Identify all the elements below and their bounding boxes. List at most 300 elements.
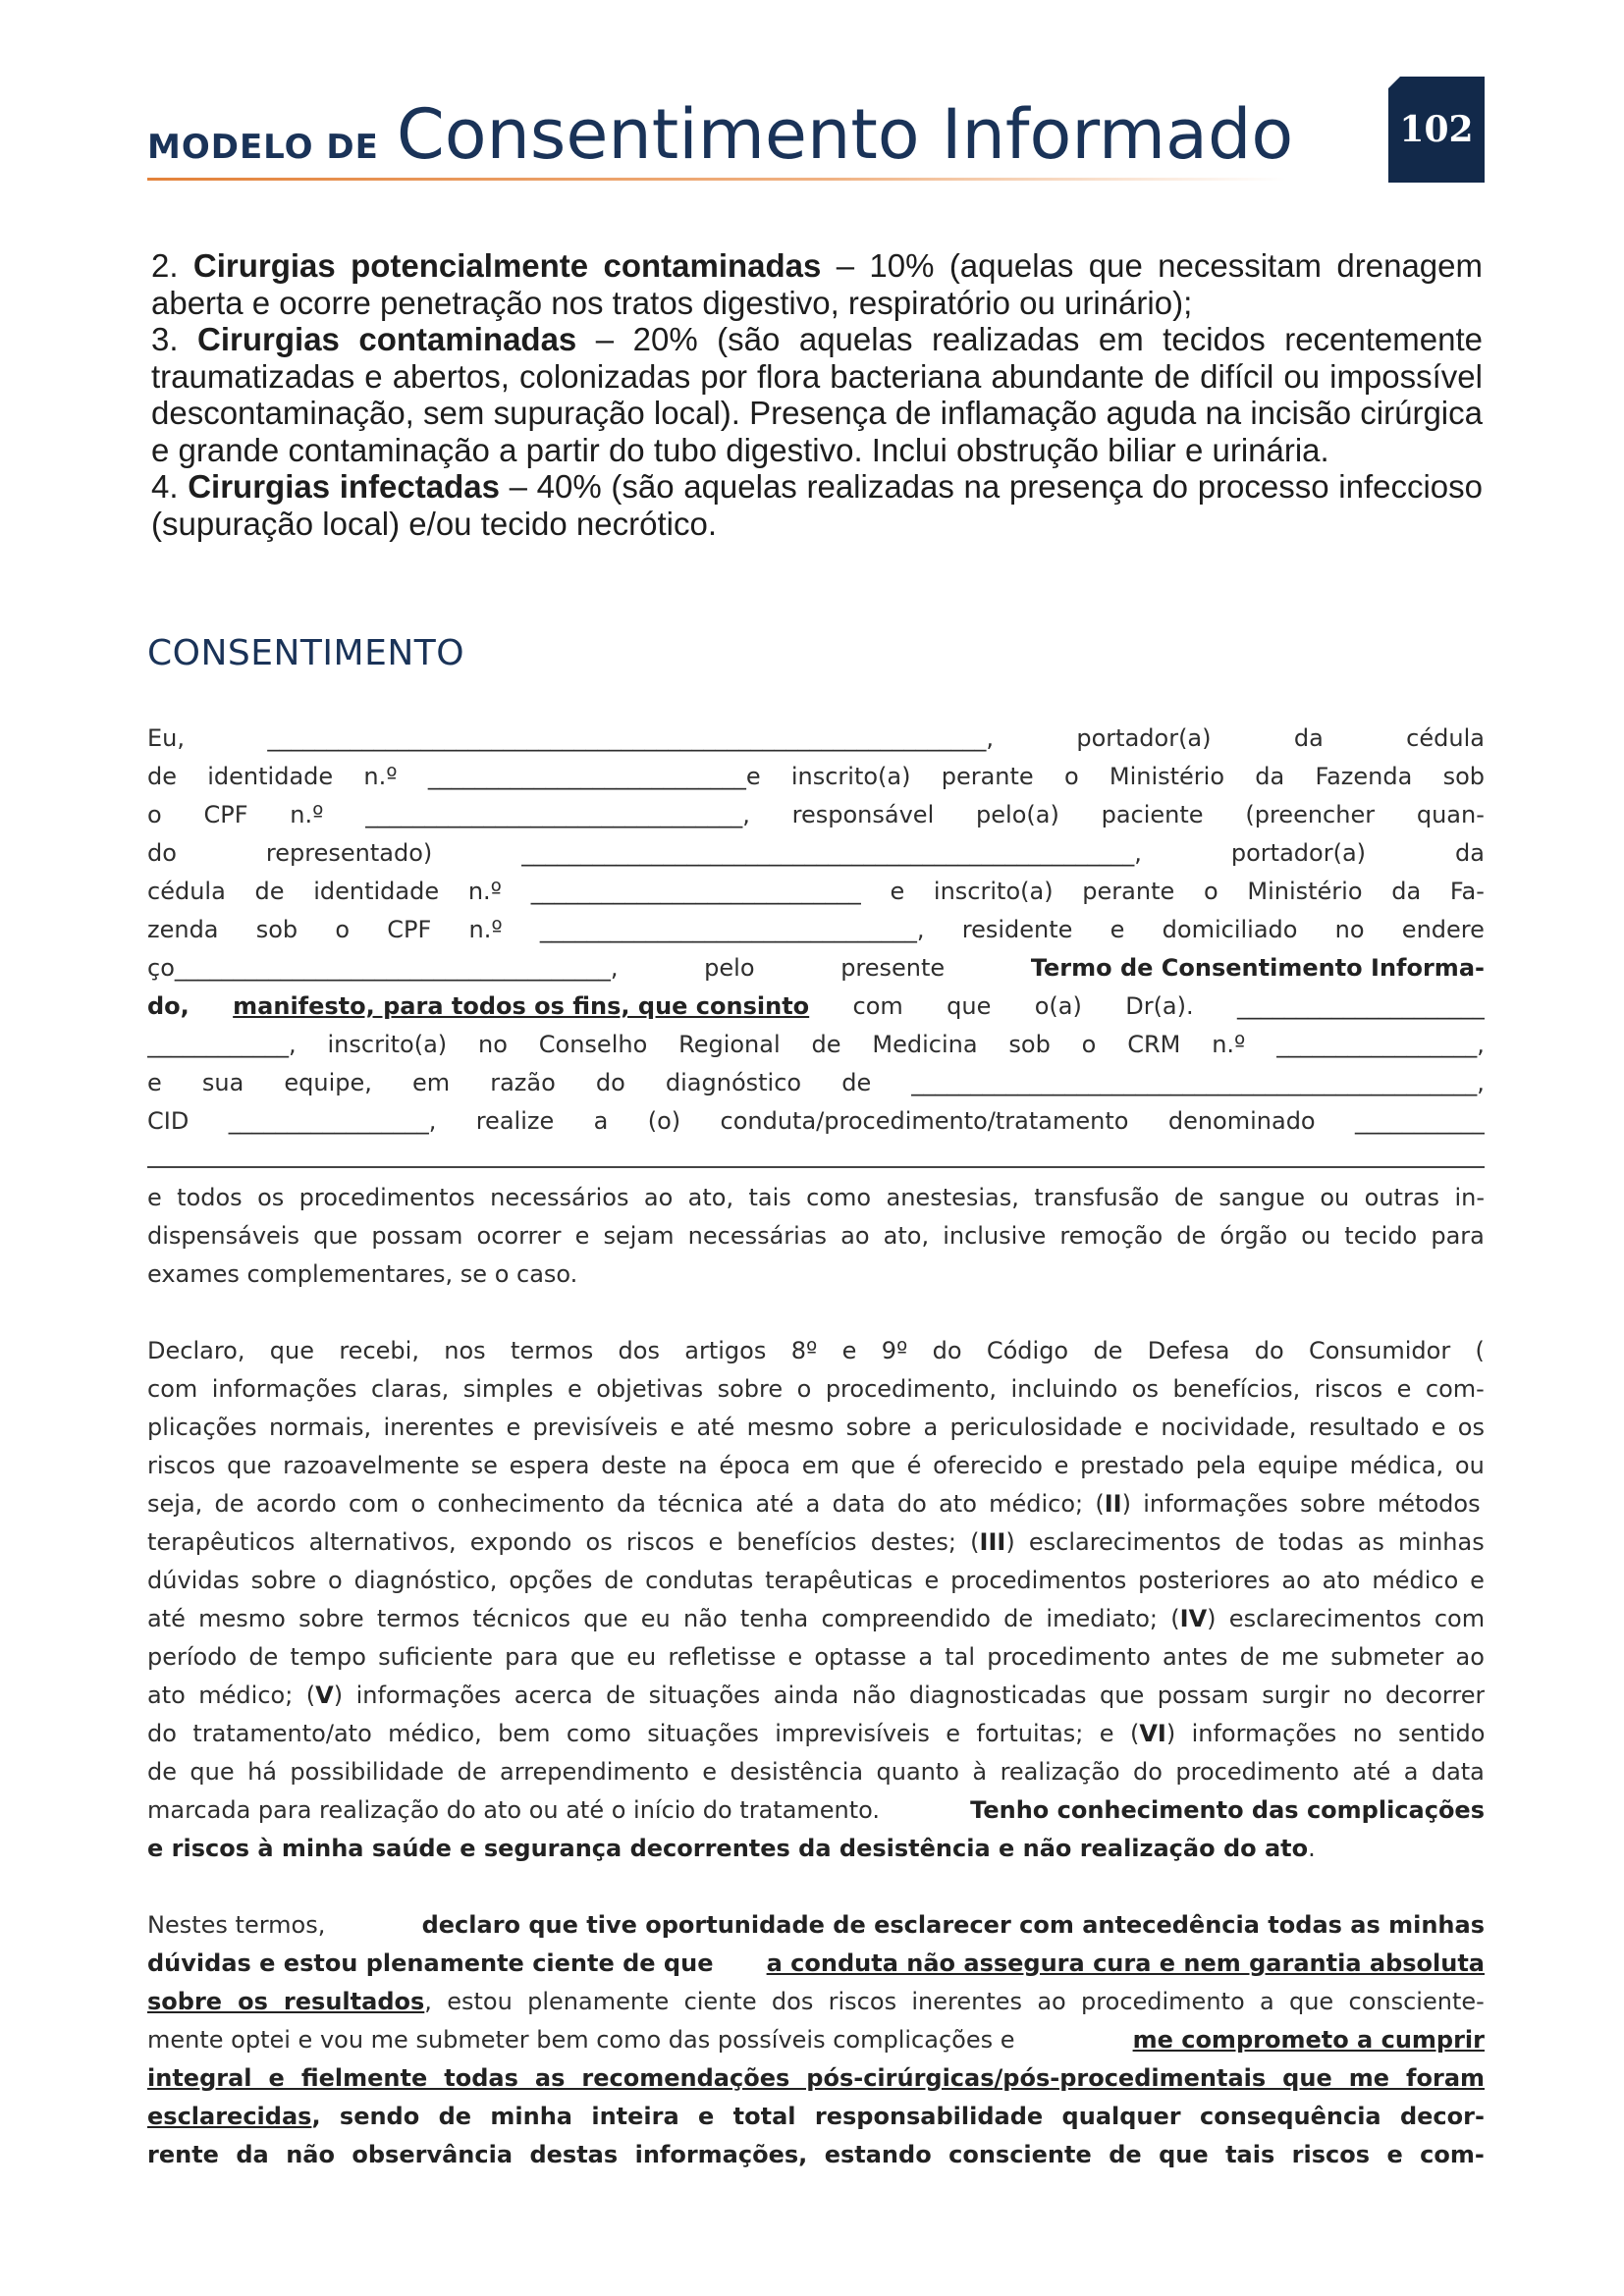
text-run: Nestes termos,	[147, 1911, 326, 1939]
word: posteriores	[1138, 1567, 1271, 1594]
word: inclusive	[943, 1222, 1047, 1250]
word: ou	[1454, 1452, 1485, 1479]
word: antes	[1162, 1643, 1228, 1671]
word: responsável	[791, 801, 935, 828]
word: prestado	[1080, 1452, 1185, 1479]
text-line	[147, 1409, 1485, 1447]
word: CRM	[1127, 1031, 1181, 1058]
word: com-	[1425, 1375, 1485, 1403]
text-run: mente optei e vou me submeter bem como das possíveis complicações e	[147, 2026, 1015, 2054]
word: Código	[986, 1337, 1069, 1364]
roman-numeral: III	[979, 1528, 1006, 1556]
word: o	[328, 1567, 343, 1594]
item-number: 4.	[151, 468, 179, 505]
word: dispensáveis	[147, 1222, 299, 1250]
bold-underlined-text: me comprometo a cumprir	[1132, 2026, 1485, 2054]
word: período	[147, 1643, 238, 1671]
word: de	[1176, 1222, 1207, 1250]
word: e	[567, 1375, 582, 1403]
word: e	[890, 878, 905, 905]
word: claras,	[370, 1375, 450, 1403]
text-line	[147, 1447, 1485, 1485]
bold-underlined-text: integral e fielmente todas as recomendações pós-cirúrgicas/pós-procedimentais que me foram	[147, 2064, 1485, 2092]
word: ao	[1455, 1643, 1485, 1671]
word: e	[147, 1184, 162, 1211]
word: perante	[1082, 878, 1175, 905]
word: residente	[961, 916, 1073, 943]
word: médica,	[1349, 1452, 1444, 1479]
word: dúvidas	[147, 1567, 240, 1594]
word: deste	[601, 1452, 667, 1479]
word: ato,	[883, 1222, 930, 1250]
word: e	[1110, 916, 1125, 943]
text-run: até mesmo sobre termos técnicos que eu não tenha compreendido de imediato; (	[147, 1605, 1180, 1632]
blank-fill-line	[147, 1141, 1485, 1179]
word: inscrito(a)	[933, 878, 1054, 905]
bold-underlined-text: esclarecidas	[147, 2103, 312, 2130]
word: ________________________________,	[365, 801, 750, 828]
word: de	[1093, 1337, 1123, 1364]
word: e	[574, 1222, 590, 1250]
word: e	[1431, 1414, 1446, 1441]
word: transfusão	[1034, 1184, 1160, 1211]
word: de	[147, 1758, 177, 1786]
word: data	[1431, 1758, 1485, 1786]
word: e	[670, 1414, 685, 1441]
page-number-badge: 102	[1388, 77, 1485, 183]
word: _____________________________________________________________,	[267, 724, 995, 752]
form-line	[147, 796, 1485, 834]
word: procedimento	[987, 1643, 1151, 1671]
text-run: marcada para realização do ato ou até o início do tratamento.	[147, 1796, 881, 1824]
bold-text: rente da não observância destas informações, estando consciente de que tais riscos e com-	[147, 2141, 1485, 2168]
form-line	[147, 1026, 1485, 1064]
word: (preencher	[1245, 801, 1376, 828]
word: _____________________	[1237, 992, 1485, 1020]
text-line	[147, 1945, 1485, 1983]
word: ao	[840, 1222, 870, 1250]
word: identidade	[207, 763, 334, 790]
roman-numeral: V	[315, 1682, 334, 1709]
form-line	[147, 988, 1485, 1026]
word: equipe	[1257, 1452, 1338, 1479]
word: Conselho	[538, 1031, 648, 1058]
text-line	[147, 2059, 1485, 2098]
word: de	[604, 1567, 634, 1594]
word: época	[719, 1452, 790, 1479]
word: necessários	[490, 1184, 629, 1211]
word: pelo	[704, 954, 755, 982]
word: n.º	[1212, 1031, 1246, 1058]
word: CPF	[203, 801, 248, 828]
word: do	[1133, 1758, 1163, 1786]
word: riscos	[1314, 1375, 1383, 1403]
word: CID	[147, 1107, 189, 1135]
paragraph-gap	[147, 1868, 1485, 1906]
word: o	[1081, 1031, 1097, 1058]
word: de	[841, 1069, 872, 1096]
text-run: ) esclarecimentos com	[1207, 1605, 1485, 1632]
word: que	[947, 992, 992, 1020]
word: no	[1334, 916, 1365, 943]
word: procedimento	[1175, 1758, 1339, 1786]
word: com	[852, 992, 903, 1020]
text-line	[147, 1753, 1485, 1791]
form-line	[147, 834, 1485, 873]
text-line	[147, 1906, 1485, 1945]
text-run: seja, de acordo com o conhecimento da técnica até a data do ato médico; (	[147, 1490, 1105, 1518]
word: _________________,	[1276, 1031, 1485, 1058]
word: o	[1203, 878, 1218, 905]
word: dos	[618, 1337, 660, 1364]
word: arrependimento	[500, 1758, 689, 1786]
word: oferecido	[933, 1452, 1043, 1479]
word: artigos	[684, 1337, 767, 1364]
word: quanto	[876, 1758, 959, 1786]
roman-numeral: II	[1104, 1490, 1122, 1518]
header-divider	[147, 178, 1286, 181]
consent-body	[147, 720, 1485, 2174]
word: resultado	[1308, 1414, 1420, 1441]
word: o	[796, 1375, 812, 1403]
word: 8º	[790, 1337, 818, 1364]
bold-underlined-text: a conduta não assegura cura e nem garantia absoluta	[766, 1949, 1485, 1977]
text-line	[147, 1562, 1485, 1600]
word: ato	[1322, 1567, 1361, 1594]
word: nos	[444, 1337, 486, 1364]
text-line	[147, 1217, 1485, 1255]
roman-numeral: VI	[1139, 1720, 1166, 1747]
word: desistência	[730, 1758, 864, 1786]
form-line	[147, 949, 1485, 988]
word: possibilidade	[290, 1758, 445, 1786]
word: ço_____________________________________,	[147, 954, 619, 982]
item-text: – 20% (são aquelas realizadas em tecidos recentemente traumatizadas e abertos, colonizadas por flora bacteriana abundante de difícil ou impossível descontaminação, sem supuração local). Presença de inflamação aguda na incisão cirúrgica e grande contaminação a partir do tubo digestivo. Inclui obstrução biliar e urinária.	[151, 321, 1484, 468]
word: sob	[1008, 1031, 1051, 1058]
word: CPF	[387, 916, 432, 943]
word: a	[593, 1107, 609, 1135]
word: ____________________________	[530, 878, 861, 905]
bold-text: e riscos à minha saúde e segurança decorrentes da desistência e não realização do ato	[147, 1835, 1309, 1862]
word: me	[1280, 1643, 1320, 1671]
word: (	[1475, 1337, 1485, 1364]
word: realização	[1000, 1758, 1120, 1786]
word: diagnóstico,	[353, 1567, 498, 1594]
word: sobre	[250, 1567, 317, 1594]
word: periculosidade	[949, 1414, 1122, 1441]
text-run: ) esclarecimentos de todas as minhas	[1005, 1528, 1485, 1556]
word: se	[470, 1452, 498, 1479]
word: termos	[511, 1337, 594, 1364]
text-run	[147, 1485, 1481, 1523]
word: presente	[840, 954, 946, 982]
word: de	[1173, 1184, 1204, 1211]
word: e	[1470, 1567, 1485, 1594]
word: necessárias	[687, 1222, 828, 1250]
document-title	[147, 94, 1293, 175]
text-run: exames complementares, se o caso.	[147, 1260, 578, 1288]
word: incluindo	[1010, 1375, 1118, 1403]
word: os	[1457, 1414, 1485, 1441]
list-item	[151, 468, 1483, 542]
text-run: ) informações sobre métodos	[1121, 1490, 1481, 1518]
word: possam	[371, 1222, 463, 1250]
word: riscos	[147, 1452, 216, 1479]
word: no	[478, 1031, 508, 1058]
word: portador(a)	[1230, 839, 1367, 867]
word: de	[248, 1643, 279, 1671]
bold-text: dúvidas e estou plenamente ciente de que	[147, 1949, 714, 1977]
word: do	[1254, 1337, 1284, 1364]
item-heading: Cirurgias infectadas	[188, 468, 500, 505]
word: que	[227, 1452, 272, 1479]
word: razão	[490, 1069, 556, 1096]
list-item	[151, 321, 1483, 468]
text-run	[147, 2098, 1485, 2136]
text-run	[147, 1600, 1485, 1638]
word: eu	[626, 1643, 657, 1671]
text-line	[147, 1715, 1485, 1753]
word: domiciliado	[1162, 916, 1298, 943]
word: ao	[643, 1184, 674, 1211]
word: em	[411, 1069, 451, 1096]
item-number: 3.	[151, 321, 179, 357]
bold-text: , sendo de minha inteira e total responsabilidade qualquer consequência decor-	[311, 2103, 1485, 2130]
form-line	[147, 758, 1485, 796]
text-run	[147, 1830, 1316, 1868]
word: para	[505, 1643, 559, 1671]
word: razoavelmente	[283, 1452, 460, 1479]
paragraph-gap	[147, 1294, 1485, 1332]
word: ________________________________,	[539, 916, 925, 943]
text-run: ) informações acerca de situações ainda não diagnosticadas que possam surgir no decorrer	[333, 1682, 1485, 1709]
word: objetivas	[596, 1375, 704, 1403]
word: e	[924, 1567, 940, 1594]
word: do	[932, 1337, 962, 1364]
text-run	[147, 1677, 1485, 1715]
word: ou	[1301, 1222, 1331, 1250]
word: plicações	[147, 1414, 257, 1441]
form-line	[147, 911, 1485, 949]
word: sobre	[845, 1414, 912, 1441]
bold-text: do,	[147, 992, 189, 1020]
word: o(a)	[1034, 992, 1082, 1020]
word: que	[313, 1222, 358, 1250]
word: e	[1396, 1375, 1412, 1403]
word: submeter	[1330, 1643, 1444, 1671]
word: sejam	[603, 1222, 675, 1250]
word: ou	[1320, 1184, 1350, 1211]
word: perante	[941, 763, 1034, 790]
text-run: do tratamento/ato médico, bem como situações imprevisíveis e fortuitas; e (	[147, 1720, 1140, 1747]
word: o	[335, 916, 351, 943]
word: ____________________________________________________,	[521, 839, 1142, 867]
word: Defesa	[1147, 1337, 1230, 1364]
word: de	[811, 1031, 841, 1058]
form-line	[147, 1102, 1485, 1141]
word: conduta/procedimento/tratamento	[720, 1107, 1129, 1135]
word: n.º	[363, 763, 398, 790]
word: na	[677, 1452, 708, 1479]
text-run	[147, 1983, 1485, 2021]
word: endere	[1401, 916, 1485, 943]
word: e	[506, 1414, 521, 1441]
word: o	[1063, 763, 1079, 790]
word: realize	[475, 1107, 555, 1135]
word: previsíveis	[532, 1414, 659, 1441]
title-main: Consentimento Informado	[396, 94, 1294, 175]
word: informações	[211, 1375, 357, 1403]
text-line	[147, 1485, 1485, 1523]
word: simples	[462, 1375, 554, 1403]
word: tecido	[1344, 1222, 1418, 1250]
word: n.º	[290, 801, 324, 828]
word: Dr(a).	[1125, 992, 1194, 1020]
text-line	[147, 1600, 1485, 1638]
word: _________________,	[228, 1107, 437, 1135]
word: Fa-	[1449, 878, 1485, 905]
word: até	[1352, 1758, 1391, 1786]
word: de	[147, 763, 177, 790]
word: terapêuticas	[765, 1567, 913, 1594]
title-prefix: MODELO DE	[147, 128, 379, 167]
word: pelo(a)	[976, 801, 1059, 828]
word: ____________,	[147, 1031, 297, 1058]
word: com	[147, 1375, 198, 1403]
word: a	[923, 1414, 939, 1441]
text-line	[147, 2136, 1485, 2174]
word: da	[1255, 763, 1285, 790]
word: tal	[945, 1643, 976, 1671]
word: procedimento,	[825, 1375, 998, 1403]
word: anestesias,	[886, 1184, 1019, 1211]
word: inscrito(a)	[327, 1031, 448, 1058]
word: (o)	[647, 1107, 681, 1135]
word: tais	[748, 1184, 791, 1211]
word: suficiente	[378, 1643, 493, 1671]
word: benefícios,	[1172, 1375, 1301, 1403]
infection-classification-list	[151, 247, 1483, 542]
word: Consumidor	[1309, 1337, 1451, 1364]
text-line	[147, 1638, 1485, 1677]
page-header	[147, 77, 1485, 187]
text-line	[147, 2098, 1485, 2136]
word: Declaro,	[147, 1337, 245, 1364]
text-line	[147, 1370, 1485, 1409]
item-text: – 10% (aquelas que necessitam drenagem aberta e ocorre penetração nos tratos digestivo, respiratório ou urinário);	[151, 247, 1483, 321]
word: paciente	[1101, 801, 1204, 828]
form-line	[147, 720, 1485, 758]
item-number: 2.	[151, 247, 179, 284]
word: sua	[201, 1069, 244, 1096]
text-line	[147, 1255, 1485, 1294]
word: Ministério	[1247, 878, 1363, 905]
word: órgão	[1219, 1222, 1288, 1250]
word: tempo	[290, 1643, 366, 1671]
item-text: – 40% (são aquelas realizadas na presença do processo infeccioso (supuração local) e/ou tecido necrótico.	[151, 468, 1483, 542]
word: ___________________________e	[427, 763, 761, 790]
word: do	[595, 1069, 625, 1096]
word: diagnóstico	[665, 1069, 802, 1096]
word: remoção	[1059, 1222, 1164, 1250]
word: procedimentos	[950, 1567, 1127, 1594]
word: a	[918, 1643, 934, 1671]
word: que	[189, 1758, 235, 1786]
item-heading: Cirurgias contaminadas	[197, 321, 577, 357]
text-run: ) informações no sentido	[1165, 1720, 1485, 1747]
bold-underlined-text: manifesto, para todos os fins, que consinto	[233, 992, 810, 1020]
word: e	[787, 1643, 803, 1671]
word: identidade	[313, 878, 440, 905]
text-run	[147, 1715, 1485, 1753]
word: nocividade,	[1161, 1414, 1297, 1441]
word: sangue	[1218, 1184, 1305, 1211]
word: opções	[509, 1567, 593, 1594]
section-title: CONSENTIMENTO	[147, 633, 465, 673]
word: de	[1239, 1643, 1270, 1671]
word: o	[147, 801, 162, 828]
word: in-	[1454, 1184, 1485, 1211]
word: sob	[255, 916, 298, 943]
form-line	[147, 1064, 1485, 1102]
word: Regional	[678, 1031, 781, 1058]
bold-text: Termo de Consentimento Informa-	[1030, 954, 1485, 982]
word: da	[1455, 839, 1485, 867]
word: para	[1431, 1222, 1485, 1250]
word: ___________	[1354, 1107, 1485, 1135]
bold-text: Tenho conhecimento das complicações	[970, 1796, 1485, 1824]
word: cédula	[1406, 724, 1485, 752]
word: mesmo	[746, 1414, 835, 1441]
text-run	[147, 1523, 1485, 1562]
word: e	[147, 1069, 162, 1096]
word: portador(a)	[1076, 724, 1212, 752]
word: que	[569, 1643, 616, 1671]
list-item	[151, 247, 1483, 321]
word: de	[457, 1758, 487, 1786]
word: inerentes	[383, 1414, 495, 1441]
text-line	[147, 1983, 1485, 2021]
word: zenda	[147, 916, 219, 943]
word: que	[850, 1452, 895, 1479]
word: médico	[1372, 1567, 1459, 1594]
word: Medicina	[872, 1031, 978, 1058]
word: de	[254, 878, 285, 905]
word: os	[257, 1184, 285, 1211]
word: cédula	[147, 878, 226, 905]
text-run: , estou plenamente ciente dos riscos inerentes ao procedimento a que consciente-	[424, 1988, 1485, 2015]
word: recebi,	[339, 1337, 419, 1364]
text-run: .	[1308, 1835, 1316, 1862]
item-heading: Cirurgias potencialmente contaminadas	[192, 247, 822, 284]
word: ocorrer	[476, 1222, 562, 1250]
word: que	[269, 1337, 315, 1364]
bold-text: declaro que tive oportunidade de esclarecer com antecedência todas as minhas	[421, 1911, 1485, 1939]
word: n.º	[467, 878, 502, 905]
word: ________________________________________________,	[911, 1069, 1485, 1096]
word: procedimentos	[298, 1184, 475, 1211]
word: Eu,	[147, 724, 186, 752]
word: 9º	[881, 1337, 908, 1364]
word: é	[906, 1452, 922, 1479]
text-line	[147, 1523, 1485, 1562]
word: da	[1391, 878, 1422, 905]
word: sob	[1442, 763, 1485, 790]
roman-numeral: IV	[1179, 1605, 1208, 1632]
word: espera	[509, 1452, 590, 1479]
text-run: ato médico; (	[147, 1682, 316, 1709]
word: como	[806, 1184, 872, 1211]
